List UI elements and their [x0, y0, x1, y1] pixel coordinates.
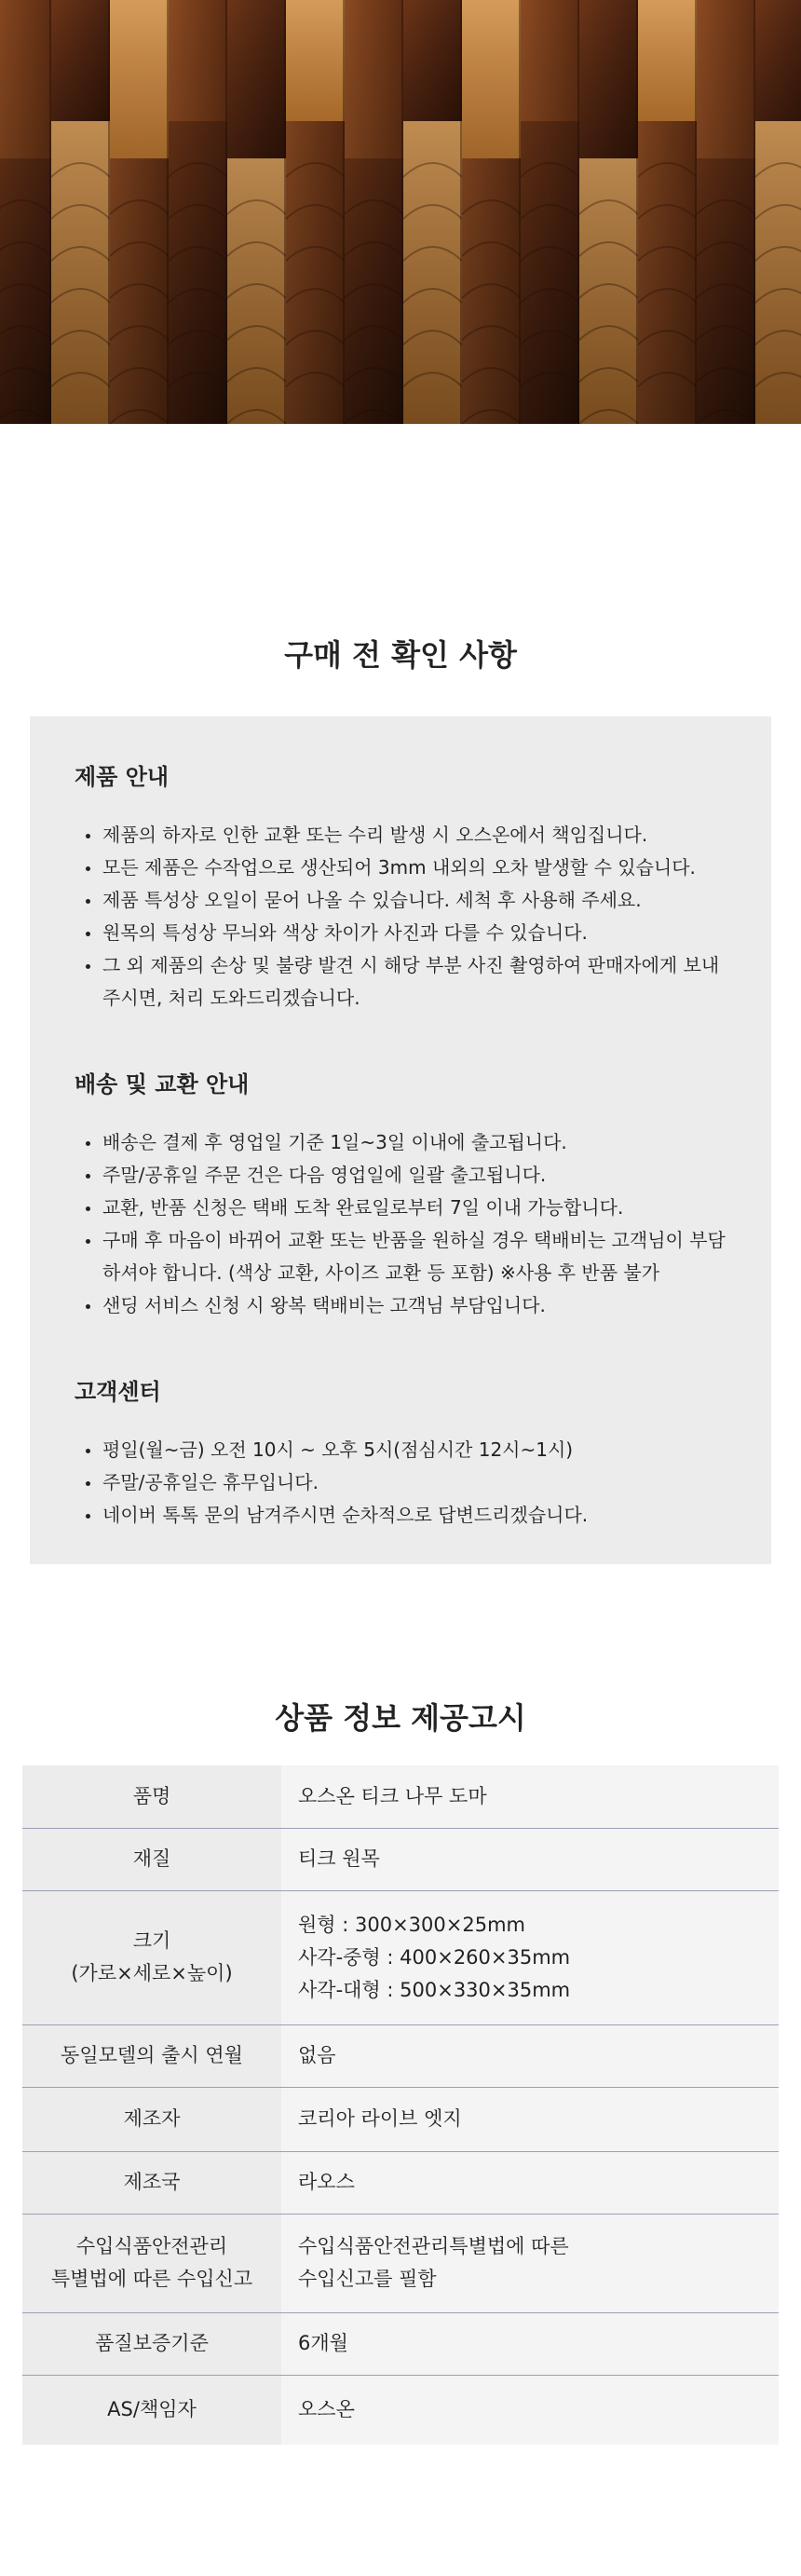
notice-heading: 고객센터 — [75, 1379, 161, 1405]
table-row — [22, 2312, 779, 2375]
notice-list — [75, 1434, 728, 1532]
notice-group-shipping — [75, 1070, 728, 1322]
notice-item: 제품 특성상 오일이 묻어 나올 수 있습니다. 세척 후 사용해 주세요. — [102, 884, 728, 917]
notice-item: 배송은 결제 후 영업일 기준 1일~3일 이내에 출고됩니다. — [102, 1126, 728, 1159]
row-value: 티크 원목 — [281, 1828, 779, 1890]
notice-item: 네이버 톡톡 문의 남겨주시면 순차적으로 답변드리겠습니다. — [102, 1499, 728, 1532]
notice-heading: 제품 안내 — [75, 764, 170, 790]
row-key: 재질 — [22, 1828, 281, 1890]
notice-item: 샌딩 서비스 신청 시 왕복 택배비는 고객님 부담입니다. — [102, 1289, 728, 1322]
row-value: 코리아 라이브 엣지 — [281, 2087, 779, 2151]
row-key: AS/책임자 — [22, 2375, 281, 2445]
notice-item: 주말/공휴일은 휴무입니다. — [102, 1466, 728, 1499]
row-value: 원형 : 300×300×25mm 사각-중형 : 400×260×35mm 사각-대형 : 500×330×35mm — [281, 1890, 779, 2024]
notice-list — [75, 1126, 728, 1322]
purchase-notice-box — [30, 716, 771, 1564]
notice-list — [75, 819, 728, 1015]
row-key: 제조국 — [22, 2151, 281, 2214]
notice-item: 제품의 하자로 인한 교환 또는 수리 발생 시 오스온에서 책임집니다. — [102, 819, 728, 852]
notice-group-customer-center — [75, 1378, 728, 1532]
notice-item: 그 외 제품의 손상 및 불량 발견 시 해당 부분 사진 촬영하여 판매자에게 보내주시면, 처리 도와드리겠습니다. — [102, 949, 728, 1015]
row-value: 라오스 — [281, 2151, 779, 2214]
table-row — [22, 1828, 779, 1890]
row-value: 6개월 — [281, 2312, 779, 2375]
notice-heading: 배송 및 교환 안내 — [75, 1071, 250, 1097]
table-row — [22, 2151, 779, 2214]
notice-item: 원목의 특성상 무늬와 색상 차이가 사진과 다를 수 있습니다. — [102, 917, 728, 949]
row-value: 수입식품안전관리특별법에 따른 수입신고를 필함 — [281, 2214, 779, 2312]
notice-item: 구매 후 마음이 바뀌어 교환 또는 반품을 원하실 경우 택배비는 고객님이 부담하셔야 합니다. (색상 교환, 사이즈 교환 등 포함) ※사용 후 반품 불가 — [102, 1224, 728, 1289]
table-row — [22, 1890, 779, 2024]
row-key: 크기 (가로×세로×높이) — [22, 1890, 281, 2024]
row-key: 제조자 — [22, 2087, 281, 2151]
notice-item: 평일(월~금) 오전 10시 ~ 오후 5시(점심시간 12시~1시) — [102, 1434, 728, 1466]
row-key: 동일모델의 출시 연월 — [22, 2024, 281, 2087]
row-value: 없음 — [281, 2024, 779, 2087]
row-key: 품질보증기준 — [22, 2312, 281, 2375]
row-value: 오스온 — [281, 2375, 779, 2445]
row-key: 품명 — [22, 1765, 281, 1828]
product-info-title: 상품 정보 제공고시 — [275, 1700, 526, 1736]
purchase-notice-title: 구매 전 확인 사항 — [284, 637, 517, 673]
table-row — [22, 2375, 779, 2445]
table-row — [22, 2214, 779, 2312]
product-wood-image — [0, 0, 801, 424]
notice-item: 주말/공휴일 주문 건은 다음 영업일에 일괄 출고됩니다. — [102, 1159, 728, 1192]
row-key: 수입식품안전관리 특별법에 따른 수입신고 — [22, 2214, 281, 2312]
table-row — [22, 2087, 779, 2151]
product-info-table — [22, 1765, 779, 2445]
notice-group-product — [75, 763, 728, 1015]
table-row — [22, 2024, 779, 2087]
table-row — [22, 1765, 779, 1828]
notice-item: 모든 제품은 수작업으로 생산되어 3mm 내외의 오차 발생할 수 있습니다. — [102, 852, 728, 884]
row-value: 오스온 티크 나무 도마 — [281, 1765, 779, 1828]
notice-item: 교환, 반품 신청은 택배 도착 완료일로부터 7일 이내 가능합니다. — [102, 1192, 728, 1224]
